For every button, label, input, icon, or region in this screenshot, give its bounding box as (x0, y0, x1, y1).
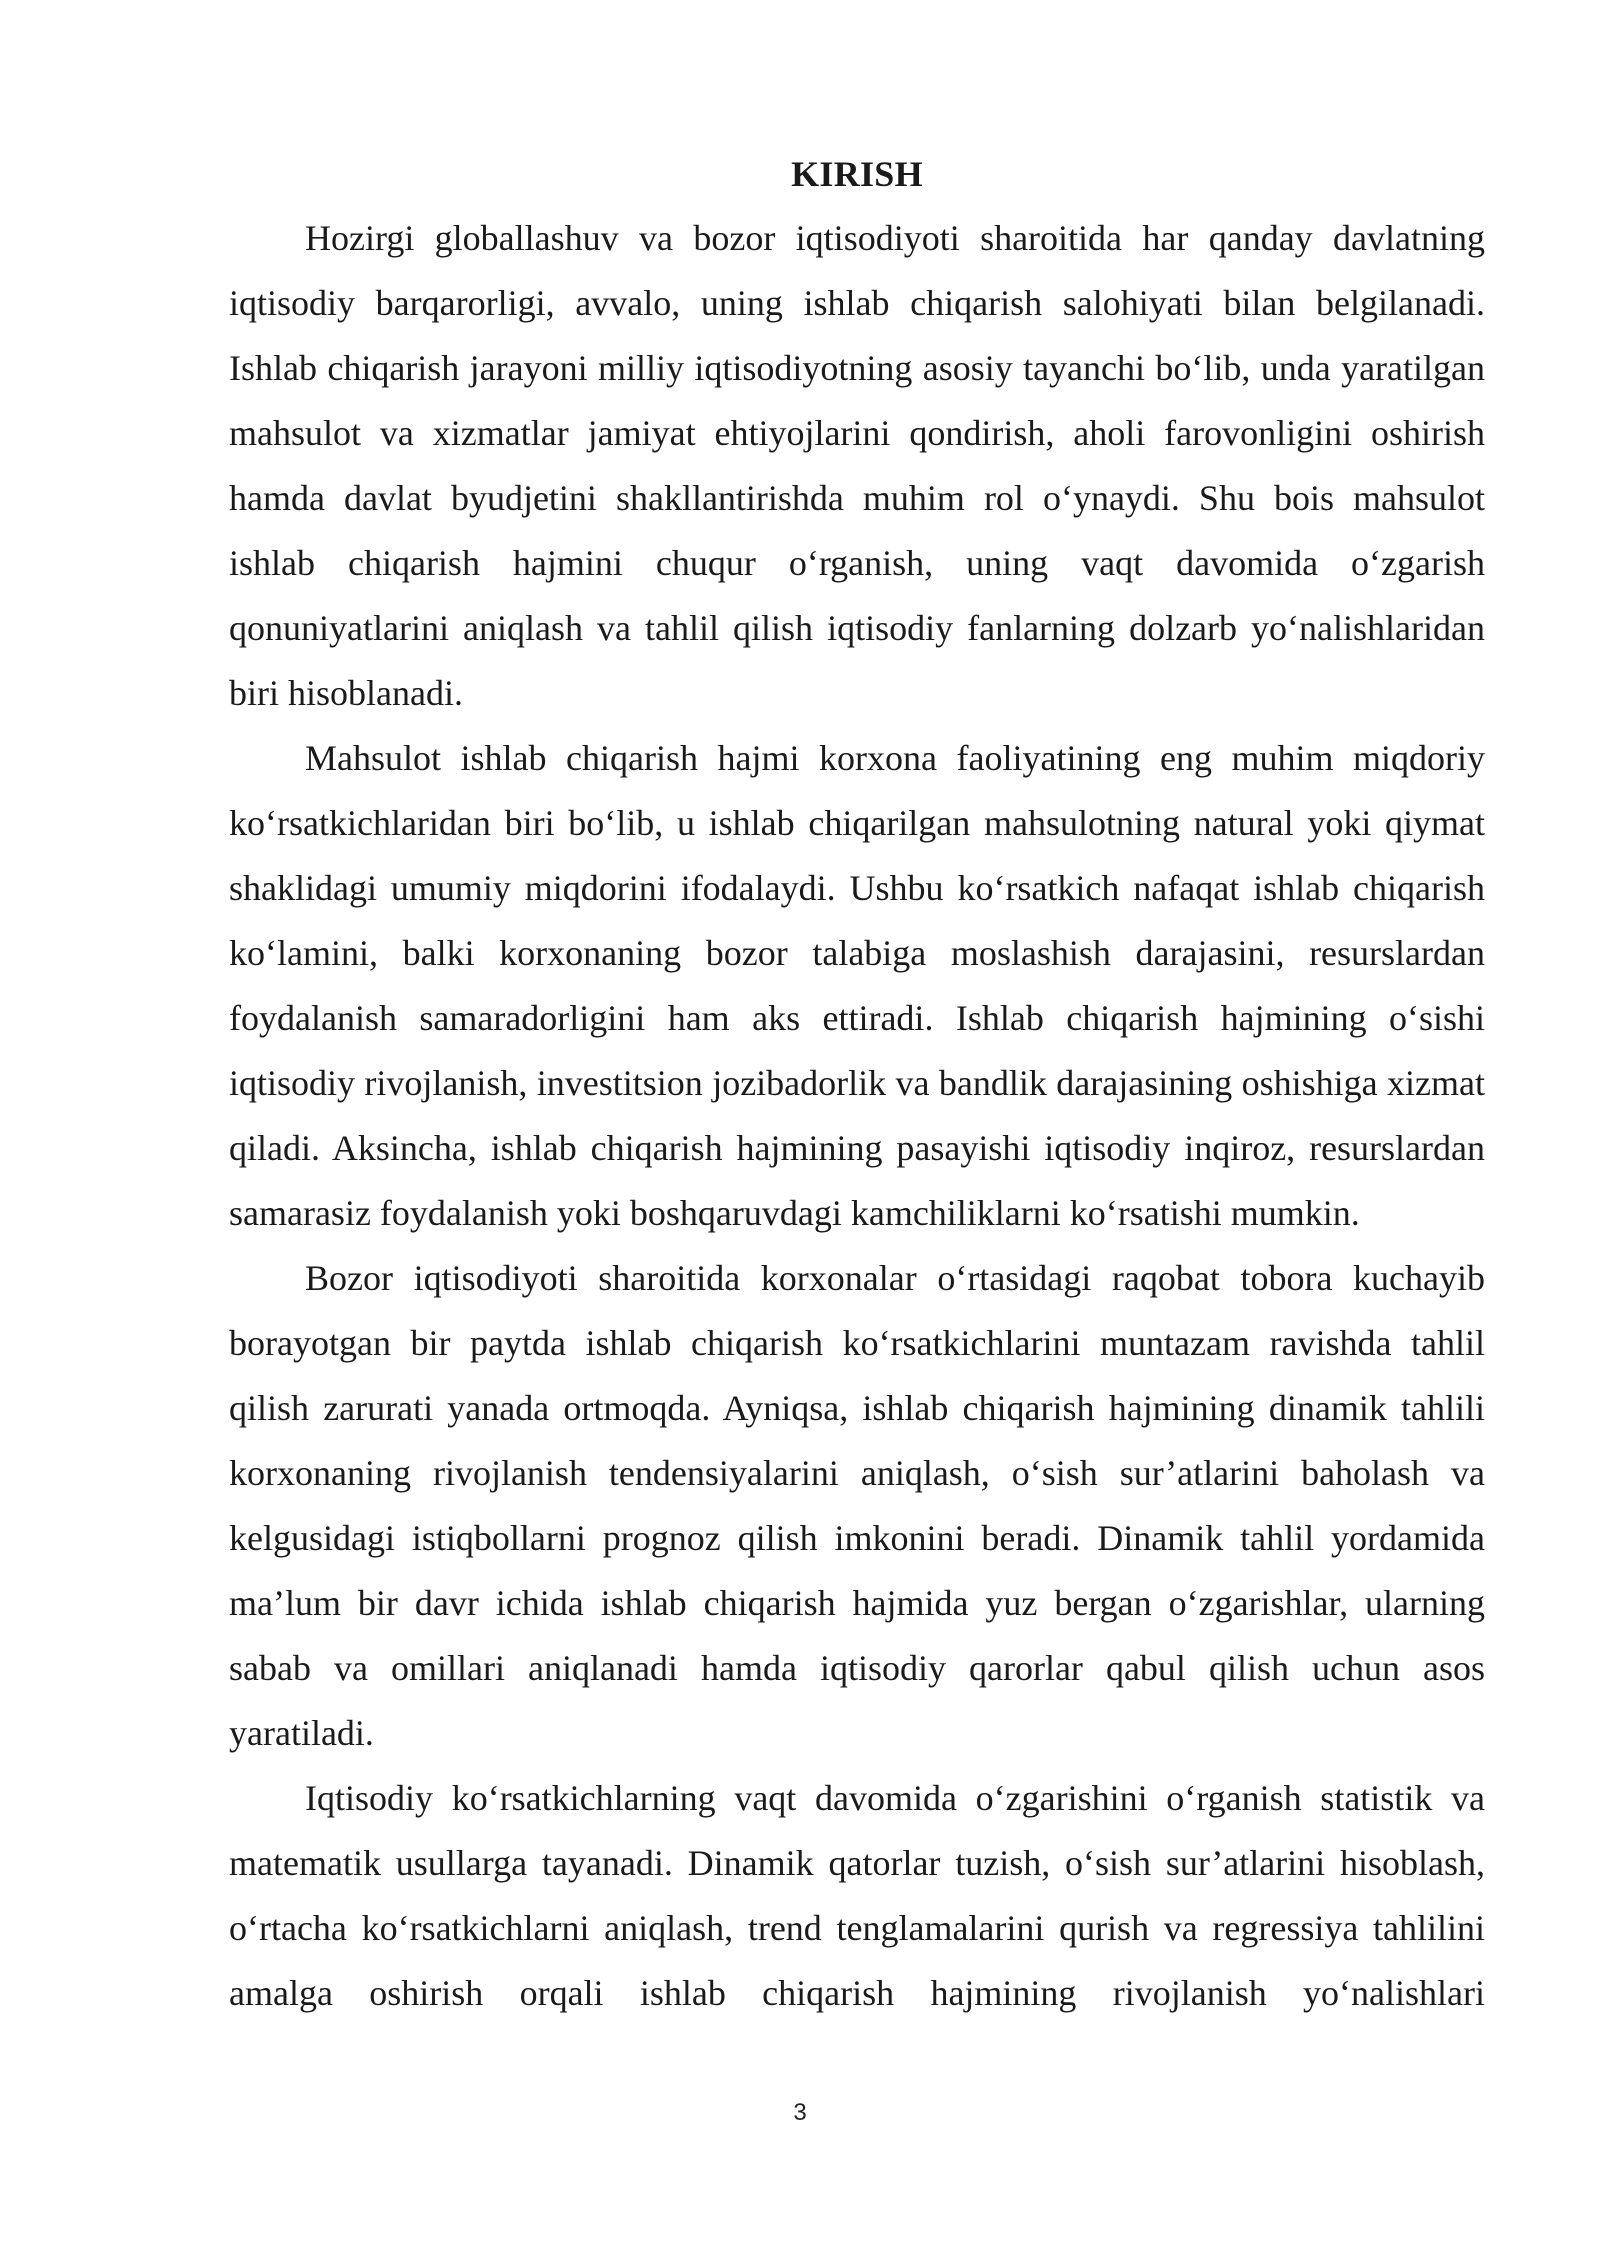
intro-paragraph-2: Mahsulot ishlab chiqarish hajmi korxona faoliyatining eng muhim miqdoriy ko‘rsatkichlaridan biri bo‘lib, u ishlab chiqarilgan mahsulotning natural yoki qiymat shaklidagi umumiy miqdorini ifodalaydi. Ushbu ko‘rsatkich nafaqat ishlab chiqarish ko‘lamini, balki korxonaning bozor talabiga moslashish darajasini, resurslardan foydalanish samaradorligini ham aks ettiradi. Ishlab chiqarish hajmining o‘sishi iqtisodiy rivojlanish, investitsion jozibadorlik va bandlik darajasining oshishiga xizmat qiladi. Aksincha, ishlab chiqarish hajmining pasayishi iqtisodiy inqiroz, resurslardan samarasiz foydalanish yoki boshqaruvdagi kamchiliklarni ko‘rsatishi mumkin. (229, 738, 1485, 1233)
document-page (229, 148, 1485, 2026)
intro-paragraph-4: Iqtisodiy ko‘rsatkichlarning vaqt davomida o‘zgarishini o‘rganish statistik va matematik usullarga tayanadi. Dinamik qatorlar tuzish, o‘sish sur’atlarini hisoblash, o‘rtacha ko‘rsatkichlarni aniqlash, trend tenglamalarini qurish va regressiya tahlilini amalga oshirish orqali ishlab chiqarish hajmining rivojlanish yo‘nalishlari (229, 1778, 1485, 2013)
intro-paragraph-1: Hozirgi globallashuv va bozor iqtisodiyoti sharoitida har qanday davlatning iqtisodiy barqarorligi, avvalo, uning ishlab chiqarish salohiyati bilan belgilanadi. Ishlab chiqarish jarayoni milliy iqtisodiyotning asosiy tayanchi bo‘lib, unda yaratilgan mahsulot va xizmatlar jamiyat ehtiyojlarini qondirish, aholi farovonligini oshirish hamda davlat byudjetini shakllantirishda muhim rol o‘ynaydi. Shu bois mahsulot ishlab chiqarish hajmini chuqur o‘rganish, uning vaqt davomida o‘zgarish qonuniyatlarini aniqlash va tahlil qilish iqtisodiy fanlarning dolzarb yo‘nalishlaridan biri hisoblanadi. (229, 218, 1485, 713)
page-number: 3 (793, 2099, 807, 2126)
intro-paragraph-3: Bozor iqtisodiyoti sharoitida korxonalar o‘rtasidagi raqobat tobora kuchayib borayotgan bir paytda ishlab chiqarish ko‘rsatkichlarini muntazam ravishda tahlil qilish zarurati yanada ortmoqda. Ayniqsa, ishlab chiqarish hajmining dinamik tahlili korxonaning rivojlanish tendensiyalarini aniqlash, o‘sish sur’atlarini baholash va kelgusidagi istiqbollarni prognoz qilish imkonini beradi. Dinamik tahlil yordamida ma’lum bir davr ichida ishlab chiqarish hajmida yuz bergan o‘zgarishlar, ularning sabab va omillari aniqlanadi hamda iqtisodiy qarorlar qabul qilish uchun asos yaratiladi. (229, 1258, 1485, 1753)
section-title: KIRISH (791, 154, 923, 194)
